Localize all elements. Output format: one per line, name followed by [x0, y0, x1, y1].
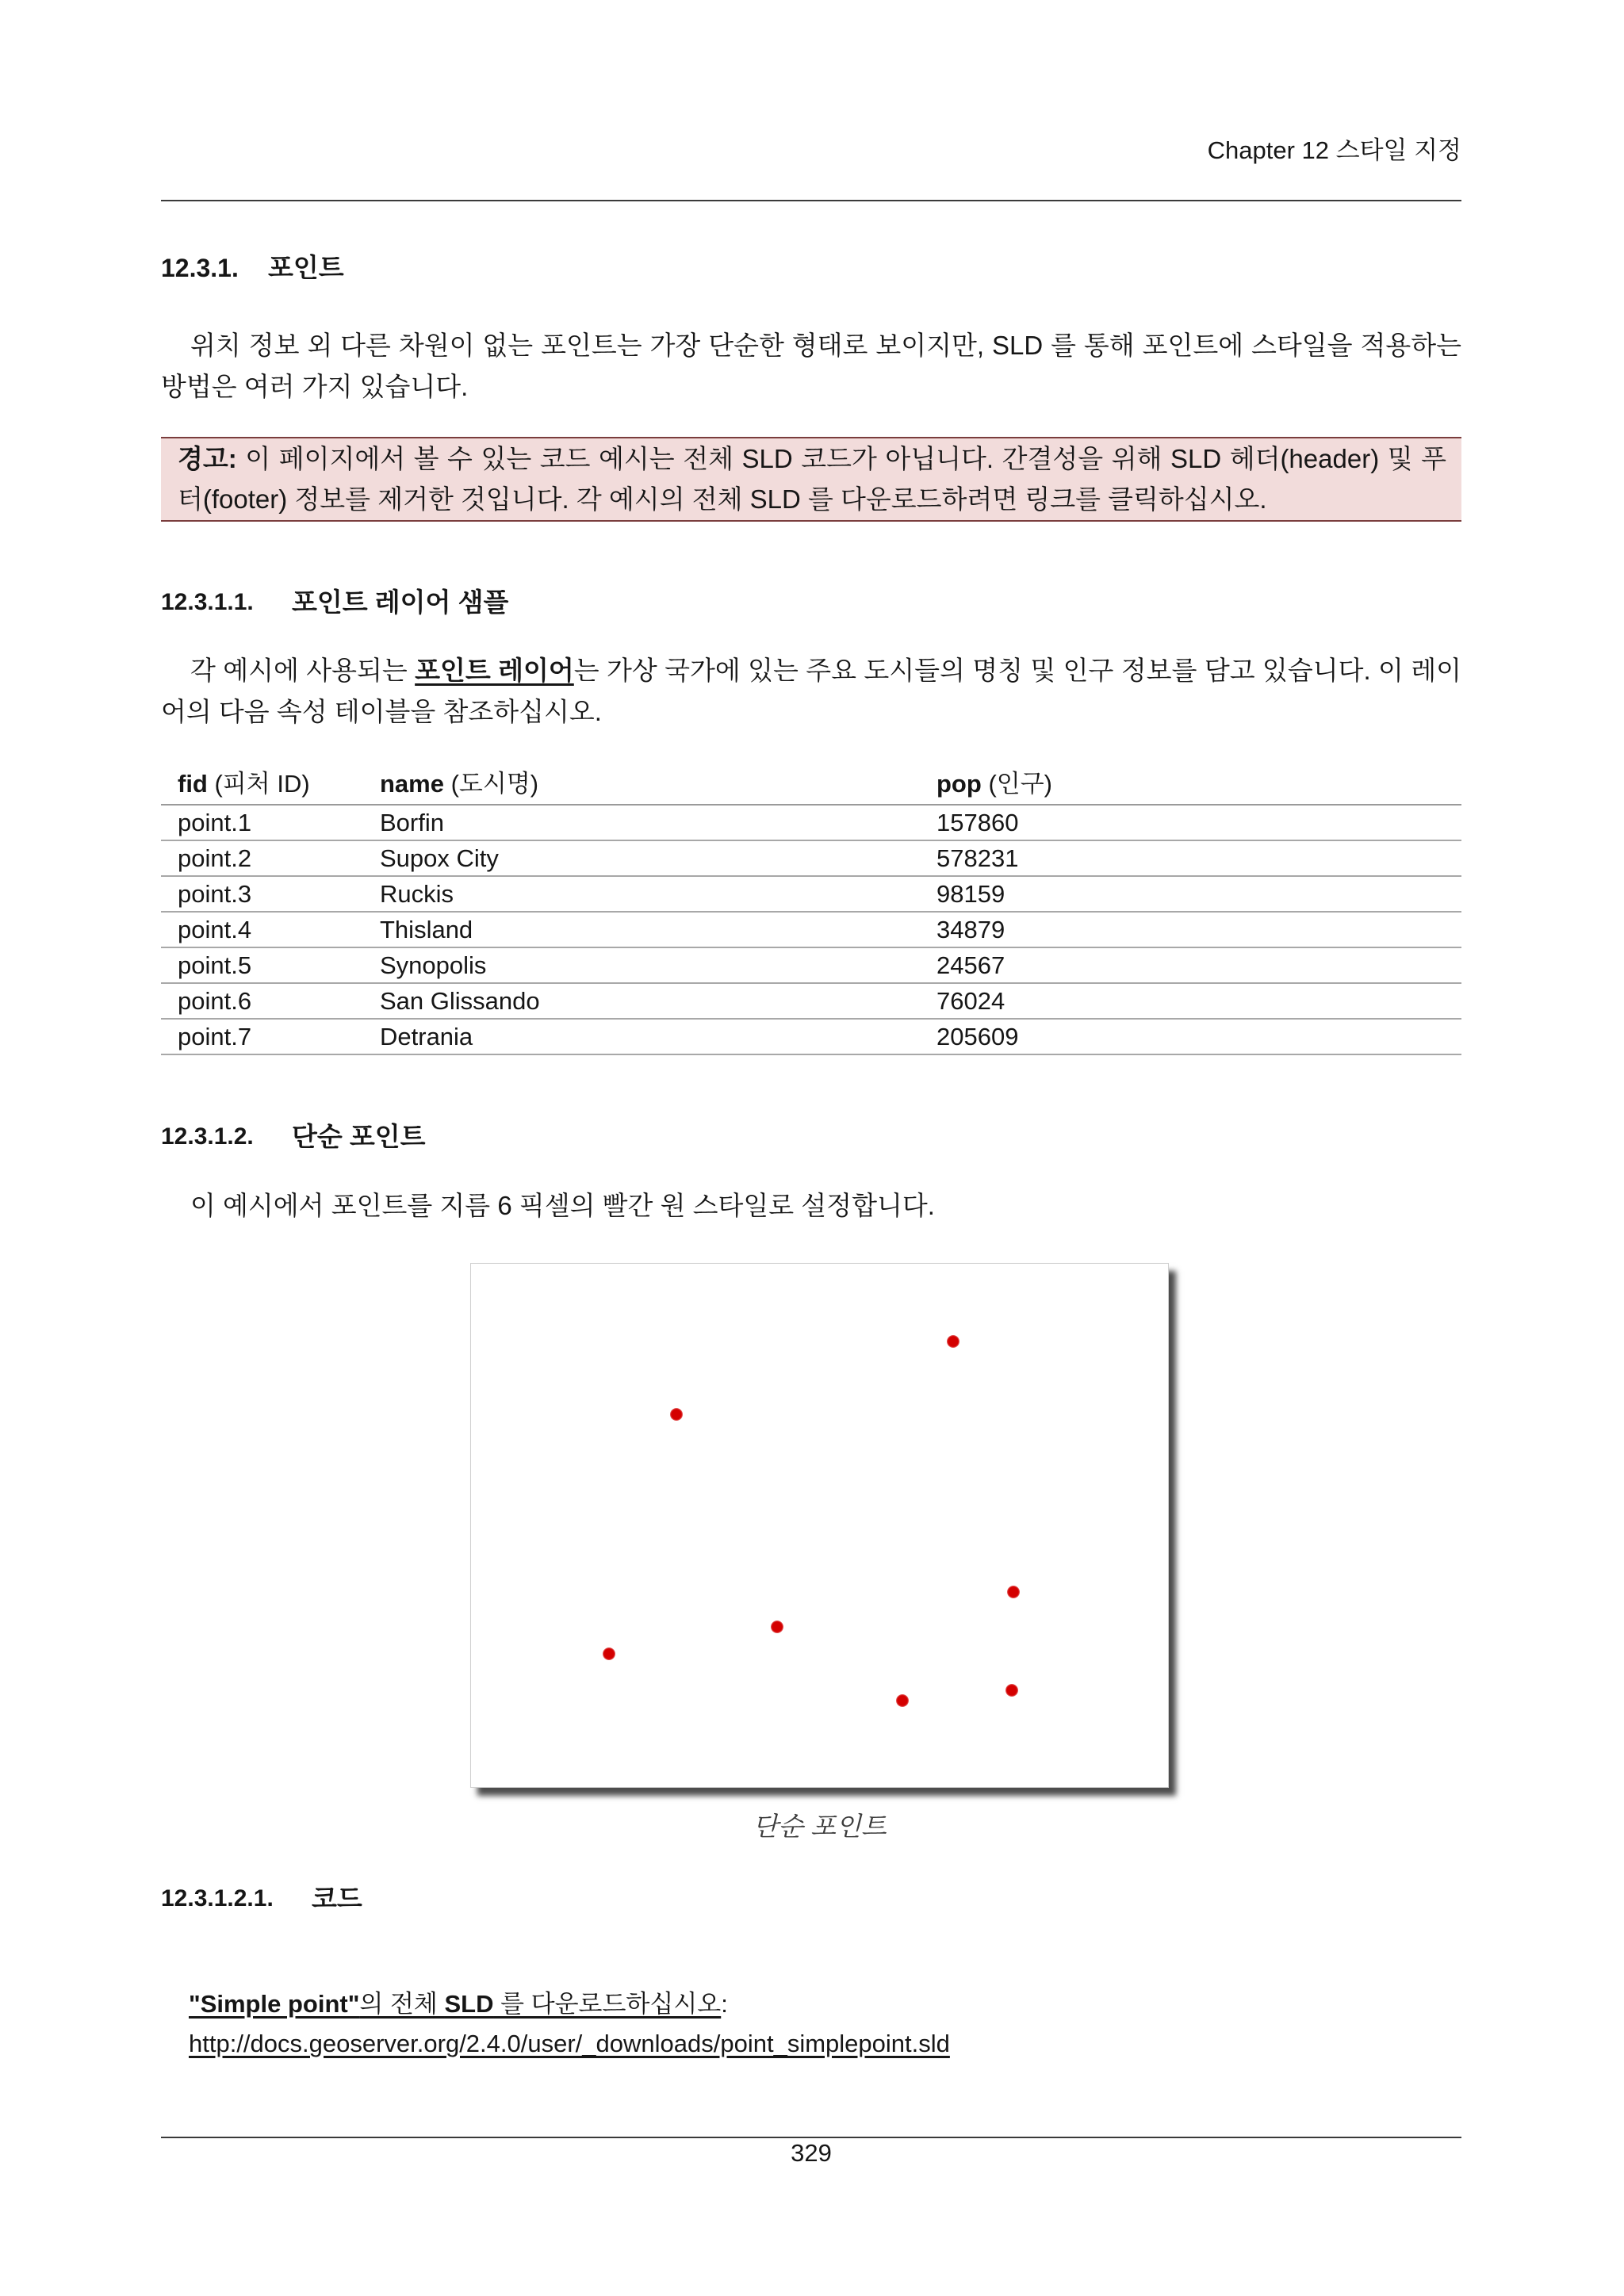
section-intro: 위치 정보 외 다른 차원이 없는 포인트는 가장 단순한 형태로 보이지만, SLD 를 통해 포인트에 스타일을 적용하는 방법은 여러 가지 있습니다. — [161, 331, 1461, 401]
column-header-fid: fid (피처 ID) — [178, 770, 310, 798]
cell-pop: 98159 — [936, 880, 1005, 908]
cell-pop: 205609 — [936, 1023, 1019, 1050]
cell-name: Detrania — [380, 1023, 473, 1050]
code-number: 12.3.1.2.1. — [161, 1885, 274, 1911]
map-point — [1007, 1586, 1020, 1598]
download-colon: : — [721, 1990, 728, 2018]
simple-point-number: 12.3.1.2. — [161, 1123, 254, 1150]
table-row — [161, 877, 1461, 913]
section-heading — [161, 251, 1461, 285]
table-row — [161, 913, 1461, 948]
table-row — [161, 841, 1461, 877]
page-number: 329 — [791, 2139, 832, 2167]
table-row — [161, 948, 1461, 984]
layer-sample-title: 포인트 레이어 샘플 — [292, 587, 509, 617]
running-head: Chapter 12 스타일 지정 — [1207, 136, 1461, 164]
cell-fid: point.4 — [178, 916, 252, 943]
cell-pop: 157860 — [936, 809, 1019, 836]
cell-fid: point.6 — [178, 987, 252, 1015]
cell-name: Ruckis — [380, 880, 454, 908]
figure-caption: 단순 포인트 — [753, 1812, 887, 1841]
cell-fid: point.7 — [178, 1023, 252, 1050]
column-header-pop: pop (인구) — [936, 770, 1052, 798]
cell-fid: point.3 — [178, 880, 252, 908]
simple-point-description: 이 예시에서 포인트를 지름 6 픽셀의 빨간 원 스타일로 설정합니다. — [190, 1191, 935, 1220]
cell-name: Thisland — [380, 916, 473, 943]
table-row — [161, 984, 1461, 1020]
section-title: 포인트 — [268, 253, 344, 282]
map-point — [947, 1335, 959, 1348]
layer-sample-heading — [161, 585, 1461, 620]
warning-label: 경고: — [178, 444, 237, 473]
cell-name: Supox City — [380, 844, 499, 872]
cell-pop: 578231 — [936, 844, 1019, 872]
table-row — [161, 806, 1461, 841]
cell-pop: 24567 — [936, 951, 1005, 979]
layer-sample-text-after: 는 가상 국가에 있는 주요 도시들의 명칭 및 인구 정보를 담고 있습니다. 이 레이어의 다음 속성 테이블을 참조하십시오. — [161, 656, 1461, 726]
header-rule — [161, 200, 1461, 201]
map-point — [670, 1408, 683, 1421]
simple-point-title: 단순 포인트 — [292, 1122, 426, 1151]
table-header-row — [161, 763, 1461, 806]
map-point — [896, 1694, 909, 1707]
simple-point-map-figure — [470, 1263, 1169, 1788]
cell-fid: point.2 — [178, 844, 252, 872]
warning-box — [161, 437, 1461, 522]
layer-sample-number: 12.3.1.1. — [161, 589, 254, 615]
section-number: 12.3.1. — [161, 254, 239, 282]
cell-name: Synopolis — [380, 951, 487, 979]
code-title: 코드 — [312, 1884, 362, 1913]
warning-text: 이 페이지에서 볼 수 있는 코드 예시는 전체 SLD 코드가 아닙니다. 간결성을 위해 SLD 헤더(header) 및 푸터(footer) 정보를 제거한 것입니다. 각 예시의 전체 SLD 를 다운로드하려면 링크를 클릭하십시오. — [178, 444, 1447, 514]
attribute-table — [161, 763, 1461, 1055]
code-heading — [161, 1881, 1461, 1916]
layer-sample-paragraph — [161, 650, 1461, 733]
cell-pop: 34879 — [936, 916, 1005, 943]
column-header-name: name (도시명) — [380, 770, 539, 798]
table-row — [161, 1020, 1461, 1055]
download-url-link[interactable]: http://docs.geoserver.org/2.4.0/user/_downloads/point_simplepoint.sld — [189, 2030, 950, 2057]
cell-name: Borfin — [380, 809, 444, 836]
download-line[interactable] — [189, 1985, 728, 2023]
point-layer-link[interactable]: 포인트 레이어 — [415, 656, 574, 685]
cell-name: San Glissando — [380, 987, 540, 1015]
cell-fid: point.5 — [178, 951, 252, 979]
map-point — [1005, 1684, 1018, 1697]
layer-sample-text-before: 각 예시에 사용되는 — [190, 656, 416, 685]
cell-fid: point.1 — [178, 809, 252, 836]
download-link[interactable]: "Simple point"의 전체 SLD 를 다운로드하십시오 — [189, 1990, 722, 2018]
simple-point-heading — [161, 1119, 1461, 1154]
cell-pop: 76024 — [936, 987, 1005, 1015]
map-point — [603, 1647, 615, 1660]
map-point — [771, 1621, 783, 1633]
